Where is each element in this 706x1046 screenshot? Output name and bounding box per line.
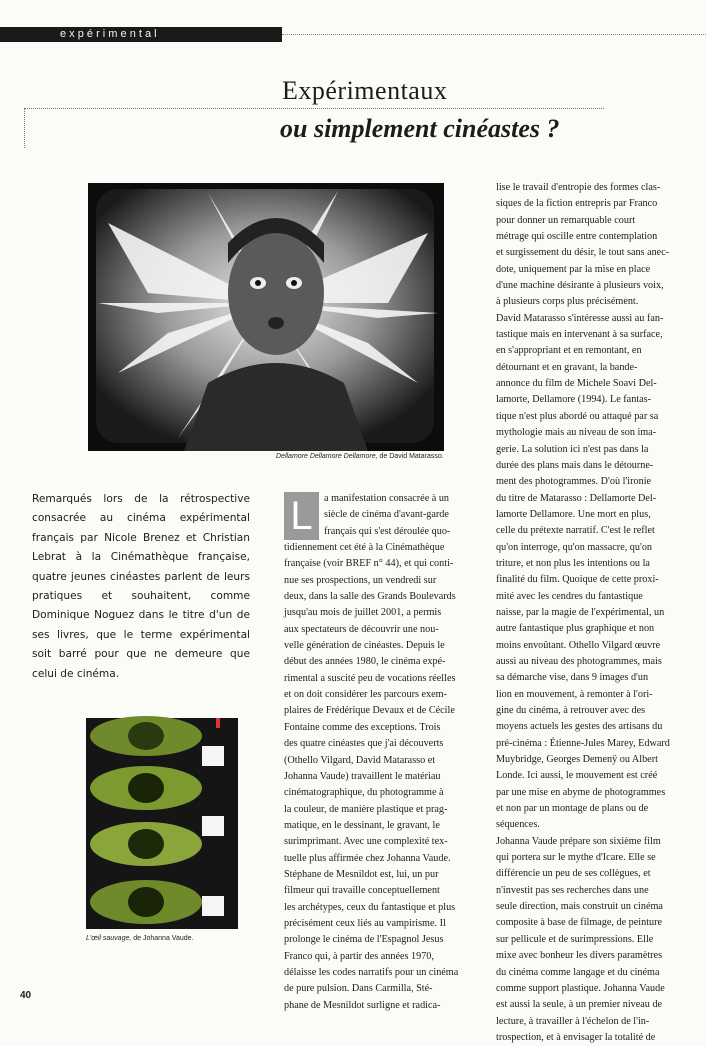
drop-cap: L: [284, 492, 319, 540]
body-line: gerie. La solution ici n'est pas dans la: [496, 443, 649, 455]
body-line: français qui s'est déroulée quo-: [324, 525, 451, 537]
body-line: détournant et en gravant, la bande-: [496, 361, 638, 373]
body-line: française (voir BREF n° 44), et qui conti-: [284, 558, 454, 570]
title-rule-vertical: [24, 108, 25, 148]
body-line: séquences.: [496, 819, 540, 831]
body-line: début des années 1980, le cinéma expé-: [284, 656, 446, 668]
body-line: lamorte Dellamore. Une mort en plus,: [496, 508, 651, 520]
body-line: qui portera sur le mythe d'Icare. Elle se: [496, 852, 656, 864]
body-line: Muybridge, Georges Demenÿ ou Albert: [496, 754, 658, 766]
body-line: prolonge le cinéma de l'Espagnol Jesus: [284, 934, 444, 946]
body-line: et surgissement du désir, le tout sans anec-: [496, 247, 670, 259]
body-line: du cinéma comme langage et du cinéma: [496, 966, 660, 978]
page-number: 40: [20, 990, 32, 1001]
body-line: a manifestation consacrée à un: [324, 493, 450, 504]
body-line: moyens actuels les gestes des artisans du: [496, 721, 663, 733]
body-line: aussi au niveau des photogrammes, mais: [496, 655, 662, 667]
body-line: siques de la fiction entrepris par Franco: [496, 198, 658, 210]
body-line: dote, uniquement par la mise en place: [496, 263, 651, 275]
body-line: filmeur qui travaille conceptuellement: [284, 885, 440, 897]
body-line: délaisse les codes narratifs pour un cinéma: [284, 966, 459, 978]
body-line: sur pellicule et de surimpressions. Elle: [496, 933, 654, 945]
body-column-middle: [284, 491, 478, 1014]
body-line: des quatre cinéastes que j'ai découverts: [284, 738, 444, 750]
body-line: Johanna Vaude) travaillent le matériau: [284, 770, 441, 782]
body-line: les archétypes, ceux du fantastique et plus: [284, 901, 456, 913]
body-line: nue ses prospections, un vendredi sur: [284, 574, 437, 586]
body-line: tidiennement cet été à la Cinémathèque: [284, 542, 445, 554]
body-line: matique, en le dessinant, le gravant, le: [284, 819, 440, 831]
body-line: Fontaine comme des exceptions. Trois: [284, 721, 441, 733]
body-line: tuelle plus affirmée chez Johanna Vaude.: [284, 852, 451, 864]
body-line: tastique mais en intervenant à sa surface,: [496, 329, 663, 341]
body-line: tique n'est plus abordé ou attaqué par sa: [496, 410, 659, 422]
body-line: pour donner un remarquable court: [496, 214, 636, 226]
body-line: n'investit pas ses recherches dans une: [496, 884, 649, 896]
body-line: à plusieurs corps plus précisément.: [496, 296, 639, 308]
photo-dellamore: [88, 183, 444, 451]
body-line: gine du cinéma, à retrouver avec des: [496, 705, 646, 716]
body-line: métrage qui oscille entre contemplation: [496, 231, 658, 243]
body-line: rimental a suscité peu de vocations réelles: [284, 672, 456, 684]
photo-dellamore-art: [88, 183, 444, 451]
body-line: différencie un peu de ses collègues, et: [496, 868, 651, 880]
body-line: moins envoûtant. Othello Vilgard œuvre: [496, 639, 661, 651]
body-line: lise le travail d'entropie des formes clas-: [496, 182, 661, 193]
body-line: ment des photogrammes. D'où l'ironie: [496, 476, 652, 488]
body-line: est aussi la seule, à un premier niveau de: [496, 999, 663, 1011]
body-line: mité avec les cendres du fantastique: [496, 590, 643, 602]
body-line: finalité du film. Quoique de cette proxi-: [496, 574, 659, 586]
body-line: mythologie mais au niveau de son ima-: [496, 427, 657, 439]
article-title: Expérimentaux: [282, 76, 448, 105]
header-dotted-rule: [282, 34, 706, 35]
title-rule: [24, 108, 604, 109]
body-line: plaires de Frédérique Devaux et de Cécile: [284, 705, 455, 717]
body-column-right: [496, 180, 686, 1046]
body-line: Londe. Ici aussi, le mouvement est créé: [496, 770, 658, 782]
body-line: autre fantastique plus graphique et non: [496, 623, 655, 635]
body-line: David Matarasso s'intéresse aussi au fan-: [496, 312, 664, 324]
body-line: aux spectateurs de découvrir une nou-: [284, 623, 439, 635]
body-line: triture, et non plus les intentions ou la: [496, 557, 650, 569]
body-line: jusqu'au mois de juillet 2001, a permis: [284, 607, 442, 619]
photo-oeil-sauvage: [86, 718, 238, 929]
body-line: de pure pulsion. Dans Carmilla, Sté-: [284, 983, 433, 995]
body-line: comme support plastique. Johanna Vaude: [496, 982, 665, 994]
body-line: et on doit considérer les parcours exem-: [284, 689, 447, 701]
body-line: naisse, par la magie de l'expérimental, un: [496, 606, 665, 618]
body-line: Stéphane de Mesnildot est, lui, un pur: [284, 868, 439, 880]
body-line: qu'on interroge, qu'on massacre, qu'on: [496, 541, 653, 553]
body-line: la couleur, de manière plastique et prag-: [284, 803, 448, 815]
section-label: e x p é r i m e n t a l: [0, 27, 282, 42]
article-intro: Remarqués lors de la rétrospective consacrée au cinéma expérimental français par Nicole Brenez et Christian Lebrat à la Cinémathèque française, quatre jeunes cinéastes parlent de leurs pratiques et souhaitent, comme Dominique Noguez dans le titre d'un de ses livres, que le terme expérimental soit barré pour que ne demeure que celui de cinéma.: [32, 493, 250, 680]
body-line: (Othello Vilgard, David Matarasso et: [284, 754, 436, 766]
body-line: d'une machine désirante à plusieurs voix,: [496, 280, 664, 292]
body-line: Franco qui, à partir des années 1970,: [284, 950, 434, 962]
body-line: celle du prétexte narratif. C'est le reflet: [496, 525, 655, 537]
body-line: phane de Mesnildot surligne et radica-: [284, 999, 441, 1011]
photo-oeil-caption: L'œil sauvage, de Johanna Vaude.: [86, 935, 194, 942]
body-line: lecture, à travailler à l'échelon de l'in-: [496, 1015, 650, 1027]
photo-dellamore-caption: Dellamore Dellamore Dellamore, de David Matarasso.: [276, 453, 444, 460]
body-line: annonce du film de Michele Soavi Del-: [496, 378, 657, 390]
body-line: deux, dans la salle des Grands Boulevards: [284, 591, 456, 603]
body-line: en s'appropriant et en remontant, en: [496, 345, 642, 357]
body-line: mixe avec bonheur les divers paramètres: [496, 950, 663, 962]
body-line: pré-cinéma : Étienne-Jules Marey, Edward: [496, 737, 670, 749]
body-line: velle génération de cinéastes. Depuis le: [284, 640, 445, 652]
body-line: sa démarche vise, dans 9 images d'un: [496, 672, 649, 684]
article-subtitle: ou simplement cinéastes ?: [280, 114, 560, 143]
body-line: composite à base de filmage, de peinture: [496, 917, 663, 929]
body-line: Johanna Vaude prépare son sixième film: [496, 835, 661, 847]
body-line: par une mise en abyme de photogrammes: [496, 786, 666, 798]
body-line: cinématographique, du photogramme à: [284, 787, 444, 799]
body-line: précisément ceux liés au vampirisme. Il: [284, 917, 446, 929]
body-line: du titre de Matarasso : Dellamorte Del-: [496, 492, 657, 504]
body-line: et non par un montage de plans ou de: [496, 803, 649, 815]
body-line: siècle de cinéma d'avant-garde: [324, 509, 449, 521]
body-line: trospection, et à envisager la totalité de: [496, 1031, 656, 1043]
body-line: surimprimant. Avec une complexité tex-: [284, 836, 448, 848]
photo-oeil-art: [86, 718, 238, 929]
body-line: lamorte, Dellamore (1994). Le fantas-: [496, 394, 652, 406]
body-line: seule direction, mais construit un cinéma: [496, 901, 663, 913]
body-line: lion en mouvement, à remonter à l'ori-: [496, 688, 653, 700]
body-line: durée des plans mais dans le détourne-: [496, 459, 654, 471]
